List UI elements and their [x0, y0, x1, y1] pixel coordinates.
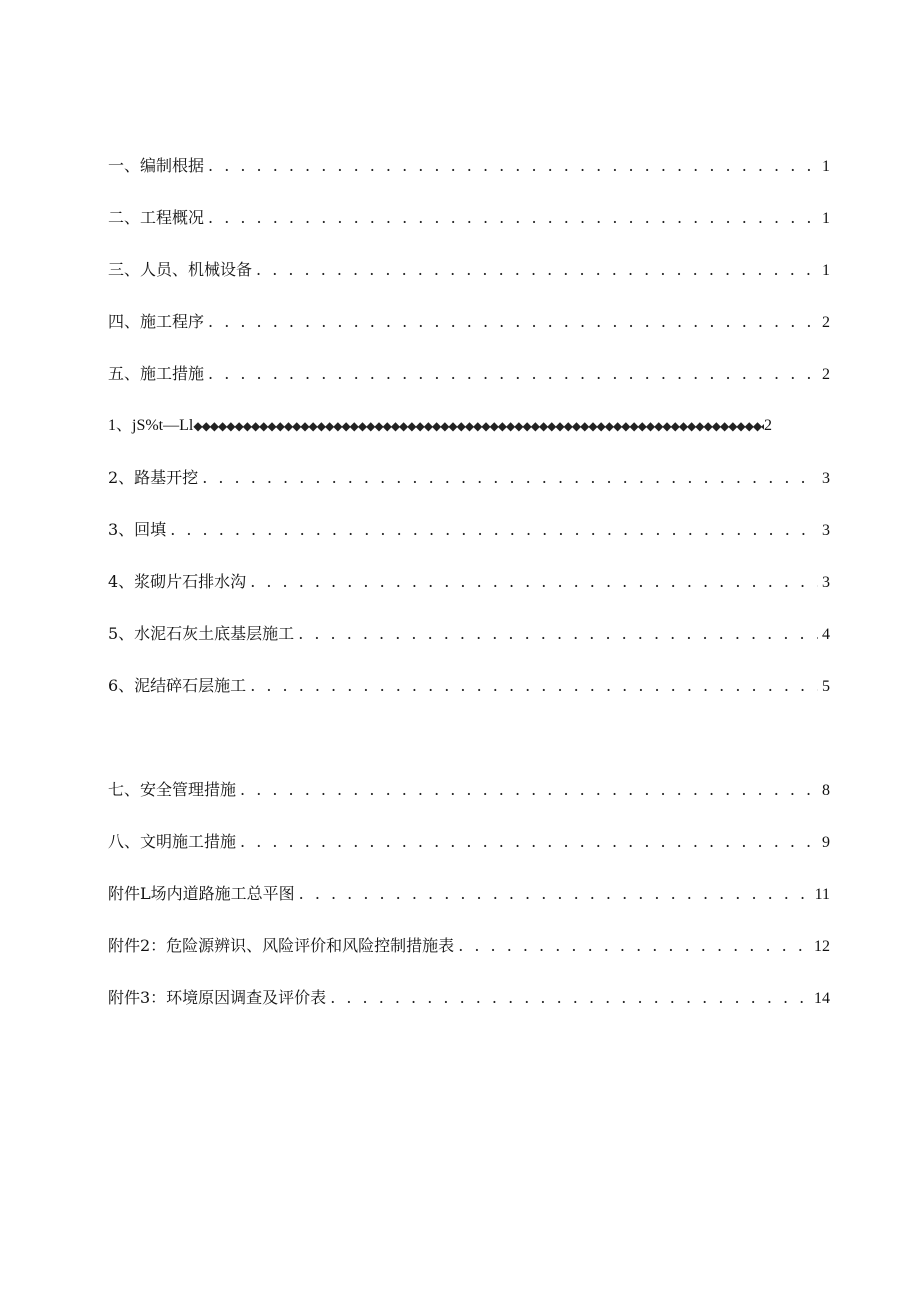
- toc-entry-page: 2: [822, 314, 830, 331]
- toc-leader-dots: [240, 774, 818, 806]
- toc-leader-dots: [250, 670, 818, 702]
- toc-entry-page: 14: [814, 990, 830, 1007]
- toc-leader-dots: [208, 306, 818, 338]
- toc-leader-dots: [298, 618, 818, 650]
- toc-entry-label: 1、jS%t—Ll: [108, 417, 194, 434]
- toc-entry-page: 3: [822, 522, 830, 539]
- toc-entry-label: 6、泥结碎石层施工: [108, 676, 247, 695]
- toc-entry-page: 3: [822, 470, 830, 487]
- toc-entry-page: 3: [822, 574, 830, 591]
- toc-entry-label: 四、施工程序: [108, 312, 205, 331]
- toc-entry-page: 11: [814, 886, 830, 903]
- toc-leader-dots: [240, 826, 818, 858]
- toc-entry-label: 附件3：环境原因调查及评价表: [108, 988, 327, 1007]
- toc-entry-page: 12: [814, 938, 830, 955]
- toc-entry-label: 五、施工措施: [108, 364, 205, 383]
- toc-entry-label: 4、浆砌片石排水沟: [108, 572, 247, 591]
- toc-leader-dots: [458, 930, 810, 962]
- toc-entry-label: 三、人员、机械设备: [108, 260, 253, 279]
- toc-entry-label: 七、安全管理措施: [108, 780, 237, 799]
- toc-entry[interactable]: [108, 930, 830, 982]
- toc-leader-dots: [330, 982, 810, 1014]
- toc-entry-page: 4: [822, 626, 830, 643]
- toc-leader-diamonds: [193, 410, 764, 442]
- toc-entry[interactable]: [108, 410, 830, 462]
- toc-entry[interactable]: [108, 358, 830, 410]
- toc-leader-dots: [202, 462, 818, 494]
- toc-entry[interactable]: [108, 826, 830, 878]
- toc-entry-page: 1: [822, 158, 830, 175]
- toc-entry[interactable]: [108, 306, 830, 358]
- table-of-contents: [108, 150, 830, 1034]
- toc-entry-label: 3、回填: [108, 520, 167, 539]
- toc-entry-label: 一、编制根据: [108, 156, 205, 175]
- toc-entry[interactable]: [108, 462, 830, 514]
- toc-entry-page: 2: [764, 417, 772, 434]
- toc-entry[interactable]: [108, 254, 830, 306]
- toc-leader-dots: [250, 566, 818, 598]
- toc-entry-page: 2: [822, 366, 830, 383]
- toc-leader-dots: [256, 254, 818, 286]
- toc-entry-label: 二、工程概况: [108, 208, 205, 227]
- toc-entry-label: 附件2：危险源辨识、风险评价和风险控制措施表: [108, 936, 455, 955]
- toc-leader-dots: [208, 150, 818, 182]
- toc-entry[interactable]: [108, 670, 830, 722]
- toc-entry[interactable]: [108, 202, 830, 254]
- toc-entry[interactable]: [108, 150, 830, 202]
- toc-entry-label: 2、路基开挖: [108, 468, 199, 487]
- toc-leader-dots: [208, 202, 818, 234]
- toc-entry-page: 1: [822, 262, 830, 279]
- toc-entry[interactable]: [108, 982, 830, 1034]
- toc-leader-dots: [170, 514, 818, 546]
- toc-entry[interactable]: [108, 566, 830, 618]
- toc-entry-page: 9: [822, 834, 830, 851]
- toc-entry-label: 5、水泥石灰土底基层施工: [108, 624, 295, 643]
- toc-leader-dots: [208, 358, 818, 390]
- toc-entry-label: 八、文明施工措施: [108, 832, 237, 851]
- toc-leader-dots: [299, 878, 811, 910]
- toc-entry[interactable]: [108, 878, 830, 930]
- toc-entry[interactable]: [108, 774, 830, 826]
- toc-entry[interactable]: [108, 618, 830, 670]
- toc-entry-label: 附件L场内道路施工总平图: [108, 884, 295, 903]
- toc-entry-page: 5: [822, 678, 830, 695]
- toc-entry-page: 8: [822, 782, 830, 799]
- toc-entry-page: 1: [822, 210, 830, 227]
- toc-entry[interactable]: [108, 514, 830, 566]
